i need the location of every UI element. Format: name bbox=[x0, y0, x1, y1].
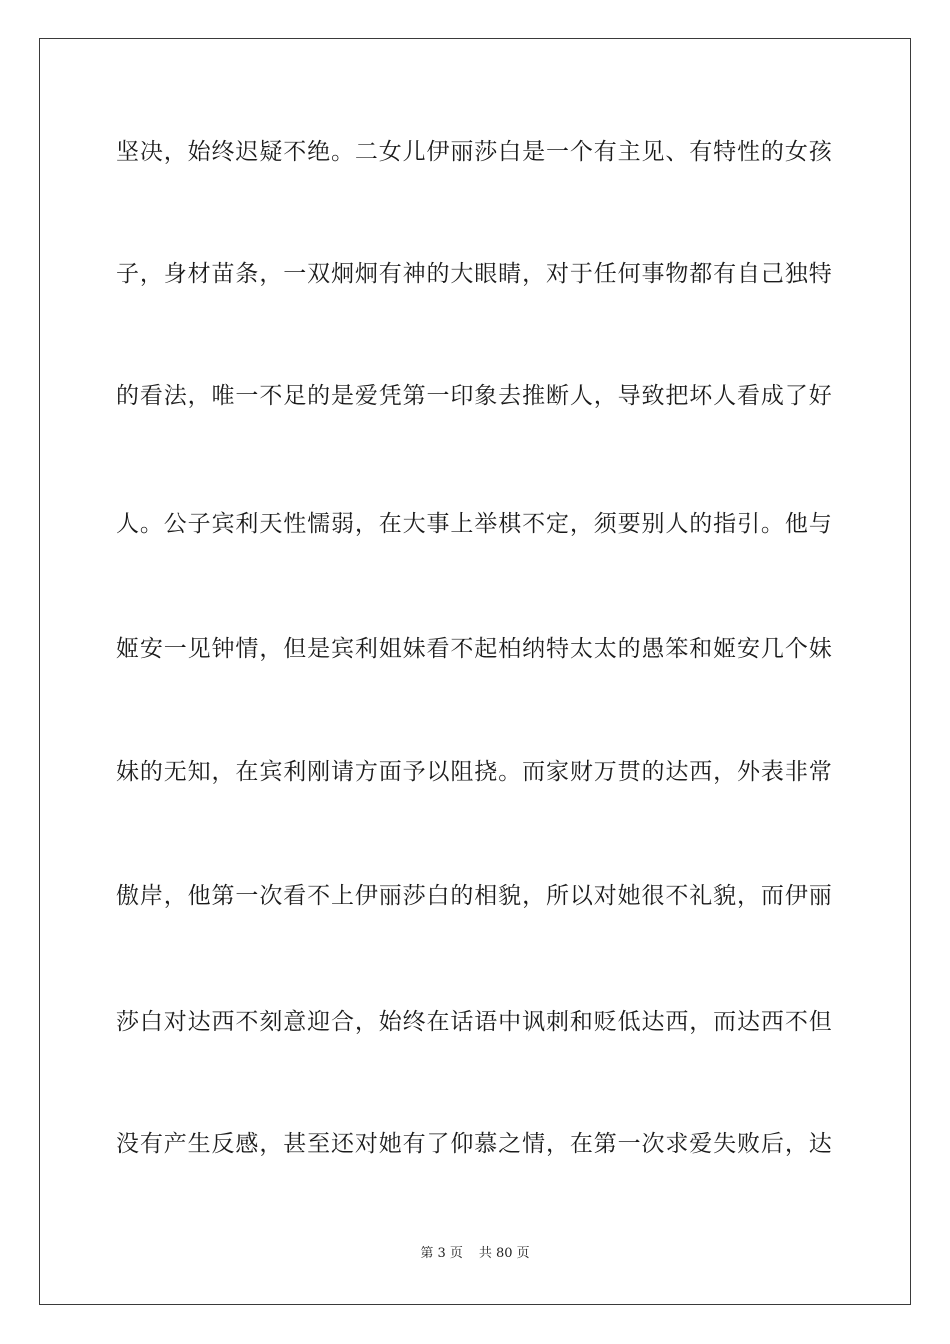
body-text-line: 的看法，唯一不足的是爱凭第一印象去推断人，导致把坏人看成了好 bbox=[116, 383, 832, 409]
body-text-line: 妹的无知，在宾利刚请方面予以阻挠。而家财万贯的达西，外表非常 bbox=[116, 759, 832, 785]
body-text-line: 傲岸，他第一次看不上伊丽莎白的相貌，所以对她很不礼貌，而伊丽 bbox=[116, 883, 832, 909]
body-text-line: 坚决，始终迟疑不绝。二女儿伊丽莎白是一个有主见、有特性的女孩 bbox=[116, 139, 832, 165]
body-text-line: 人。公子宾利天性懦弱，在大事上举棋不定，须要别人的指引。他与 bbox=[116, 511, 832, 537]
page-total: 共 80 页 bbox=[478, 1246, 530, 1261]
body-text-line: 姬安一见钟情，但是宾利姐妹看不起柏纳特太太的愚笨和姬安几个妹 bbox=[116, 636, 832, 662]
body-text-line: 子，身材苗条，一双炯炯有神的大眼睛，对于任何事物都有自己独特 bbox=[116, 261, 832, 287]
page-border bbox=[39, 38, 911, 1305]
body-text-line: 莎白对达西不刻意迎合，始终在话语中讽刺和贬低达西，而达西不但 bbox=[116, 1009, 832, 1035]
page-number: 第 3 页 bbox=[420, 1246, 463, 1261]
body-text-line: 没有产生反感，甚至还对她有了仰慕之情，在第一次求爱失败后，达 bbox=[116, 1131, 832, 1157]
page-footer bbox=[0, 1245, 950, 1263]
